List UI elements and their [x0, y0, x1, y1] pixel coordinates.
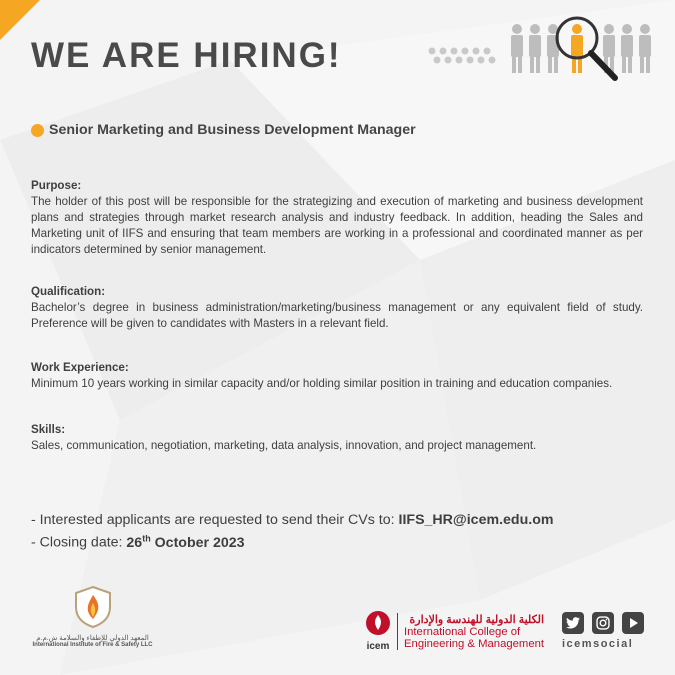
closing-date-label: - Closing date:	[31, 534, 127, 551]
icem-english-name-1: International College of	[404, 625, 521, 638]
icem-arabic-name: الكلية الدولية للهندسة والإدارة	[409, 613, 545, 626]
instagram-icon[interactable]	[592, 612, 614, 634]
section-work-experience	[31, 360, 643, 392]
social-handle: icemsocial	[562, 638, 634, 650]
job-position	[31, 122, 416, 138]
closing-date-value: 26th October 2023	[126, 533, 245, 551]
icem-logo-text: icem	[366, 641, 390, 652]
section-body: The holder of this post will be responsible for the strategizing and execution of marketing and business development plans and strategies through market research analysis and industry feedback. In addition, heading the Sales and Marketing unit of IIFS and ensuring that team members are working in a professional and coordinated manner as per indicators determined by senior management.	[31, 195, 643, 256]
closing-date	[31, 533, 245, 551]
job-position-title: Senior Marketing and Business Development Manager	[49, 122, 416, 138]
social-links	[562, 612, 644, 650]
corner-accent	[0, 0, 40, 40]
bullet-dot	[31, 124, 44, 137]
section-heading: Skills:	[31, 423, 66, 436]
icem-logo	[365, 610, 544, 652]
section-heading: Qualification:	[31, 285, 106, 298]
section-body: Minimum 10 years working in similar capacity and/or holding similar position in training and education companies.	[31, 377, 613, 390]
youtube-icon[interactable]	[622, 612, 644, 634]
section-skills	[31, 422, 643, 454]
icem-english-name-2: Engineering & Management	[404, 637, 545, 650]
iifs-logo	[30, 585, 155, 648]
section-body: Sales, communication, negotiation, marketing, data analysis, innovation, and project management.	[31, 439, 537, 452]
iifs-english-name: International Institute of Fire & Safety LLC	[32, 642, 153, 648]
section-heading: Purpose:	[31, 179, 82, 192]
apply-instructions	[31, 512, 553, 528]
section-purpose	[31, 178, 643, 258]
apply-text: - Interested applicants are requested to send their CVs to:	[31, 512, 399, 528]
section-body: Bachelor’s degree in business administration/marketing/business management or any equivalent field of study. Preference will be given to candidates with Masters in a relevant field.	[31, 301, 643, 330]
icem-emblem-icon	[365, 610, 391, 636]
hr-email-link[interactable]: IIFS_HR@icem.edu.om	[398, 512, 554, 528]
iifs-arabic-name: المعهد الدولي للإطفاء والسلامة ش.م.م	[36, 635, 149, 642]
section-qualification	[31, 284, 643, 332]
fire-shield-icon	[73, 585, 113, 629]
twitter-icon[interactable]	[562, 612, 584, 634]
page-title: WE ARE HIRING!	[31, 36, 342, 75]
hiring-illustration	[425, 14, 655, 94]
section-heading: Work Experience:	[31, 361, 129, 374]
